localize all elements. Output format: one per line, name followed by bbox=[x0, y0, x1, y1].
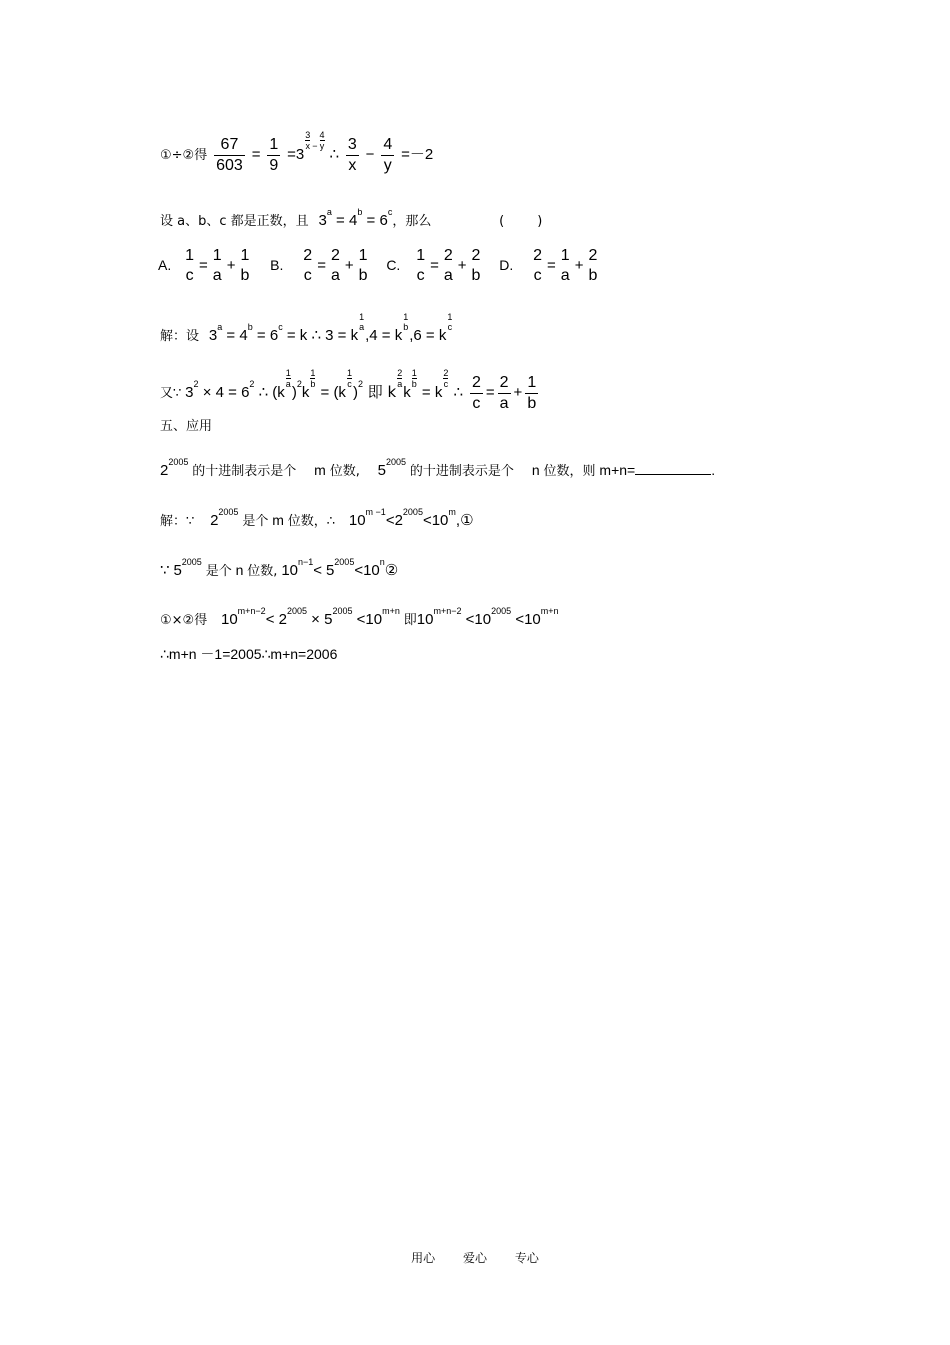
page-footer bbox=[0, 1249, 950, 1266]
solution-2-lead: 又∵ bbox=[160, 386, 182, 401]
line1-prefix: ①÷②得 bbox=[160, 148, 208, 163]
answer-blank-parentheses: ( ) bbox=[499, 214, 543, 229]
result-value: =－2 bbox=[401, 146, 434, 163]
fraction-67-603: $\frac{67}{603}$ bbox=[216, 135, 243, 174]
equals-sign: = bbox=[331, 212, 349, 229]
exponent-fraction: $\frac{3}{x}$ bbox=[305, 130, 311, 151]
equals-sign: = bbox=[362, 212, 380, 229]
solution-2-line: 又∵ $3^2 \times 4 = 6^2$ ∴ (k $\frac{1}{a}$ )$^2$k $\frac{1}{b}$ = (k $\frac{1}{c}$ )$^2$ 即 k $\frac{2}{a}$ k $\frac{1}{b}$ = k $\frac{2}{c}$ ∴ $\frac{2}{c}$ = $\frac{2}{a}$ + $\frac{1}{b}$ bbox=[160, 368, 537, 412]
equals-sign: = bbox=[251, 146, 261, 163]
power-base: 3 bbox=[295, 146, 305, 163]
exponent-minus: − bbox=[312, 141, 318, 151]
option-a: A. 1 c = 1 a + 1 b bbox=[158, 247, 250, 284]
fill-in-blank bbox=[635, 462, 711, 475]
power-4b: 4$^b$ bbox=[349, 207, 363, 229]
fraction-1-9: $\frac{1}{9}$ bbox=[269, 135, 279, 174]
solution-5-line: ①×②得 $10^{m+n-2}< 2^{2005} \times 5^{2005} <10^{m+n}$ 即$10^{m+n-2} <10^{2005} <10^{m+n}$ bbox=[160, 606, 559, 628]
equals-sign: = bbox=[287, 146, 296, 163]
solution-6-line: ∴m+n －1=2005∴m+n=2006 bbox=[160, 646, 338, 662]
equation-line-1 bbox=[160, 130, 433, 176]
option-d-label: D. bbox=[499, 256, 514, 273]
power-6c: 6$^c$ bbox=[379, 207, 393, 229]
option-b-label: B. bbox=[270, 256, 284, 273]
option-b: B. 2 c = 2 a + 1 b bbox=[270, 247, 368, 284]
problem-2-statement: $2^{2005}$ 的十进制表示是个 m 位数, $5^{2005}$ 的十进制表示是个 n 位数，则 m+n= . bbox=[160, 457, 716, 479]
options-line bbox=[158, 246, 602, 286]
problem-1-tail: ，那么 bbox=[392, 214, 432, 229]
footer-text-1: 用心 bbox=[411, 1251, 436, 1265]
solution-4-line: ∵ $5^{2005}$ 是个 n 位数, $10^{n-1}<$ $5^{2005}<10^n②$ bbox=[160, 557, 399, 579]
power-3a: 3$^a$ bbox=[318, 207, 332, 229]
option-a-label: A. bbox=[158, 256, 172, 273]
fraction-3-x: $\frac{3}{x}$ bbox=[347, 135, 357, 174]
problem-1-lead: 设 a、b、c 都是正数，且 bbox=[160, 214, 309, 229]
footer-text-2: 爱心 bbox=[462, 1251, 487, 1265]
solution-1-line: 解：设 $3^a = 4^b = 6^c = k$ ∴ 3 = k 1 a ,4 = k 1 b ,6 = k 1 c bbox=[160, 312, 453, 344]
minus-sign: − bbox=[365, 146, 375, 163]
option-d: D. 2 c = 1 a + 2 b bbox=[499, 247, 598, 284]
section-title: 五、应用 bbox=[160, 419, 213, 434]
fraction-4-y: $\frac{4}{y}$ bbox=[383, 135, 393, 174]
therefore-symbol: ∴ bbox=[329, 146, 339, 163]
footer-text-3: 专心 bbox=[514, 1251, 539, 1265]
option-c-label: C. bbox=[386, 256, 401, 273]
option-c: C. 1 c = 2 a + 2 b bbox=[386, 247, 481, 284]
solution-3-line: 解：∵ $2^{2005}$ 是个 m 位数，∴ $10^{m -1}<2^{2005}<10^m,①$ bbox=[160, 507, 474, 529]
solution-1-lead: 解：设 bbox=[160, 329, 200, 344]
problem-1-statement bbox=[160, 207, 543, 232]
exponent-fraction: $\frac{4}{y}$ bbox=[319, 130, 325, 151]
